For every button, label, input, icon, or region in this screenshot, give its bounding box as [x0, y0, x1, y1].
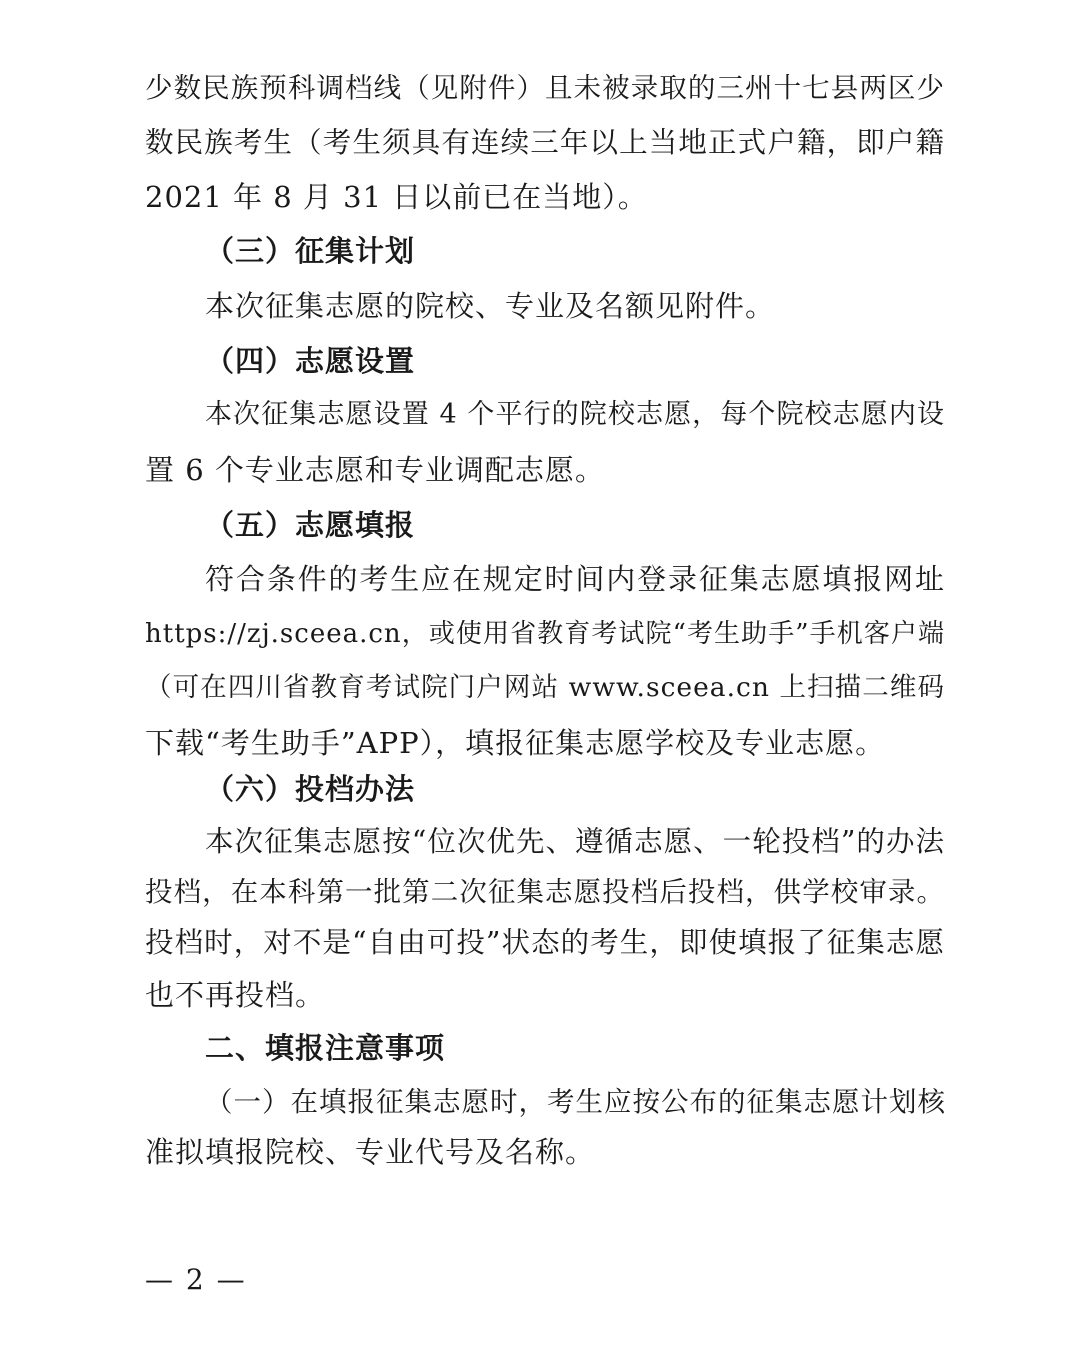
page-number: — 2 —	[145, 1263, 247, 1296]
body-line-url: https://zj.sceea.cn，或使用省教育考试院“考生助手”手机客户端	[145, 619, 945, 649]
section-heading-4: （四）志愿设置	[205, 344, 416, 378]
body-line: 投档，在本科第一批第二次征集志愿投档后投档，供学校审录。	[145, 876, 945, 908]
body-line: 本次征集志愿设置 4 个平行的院校志愿，每个院校志愿内设	[205, 399, 945, 430]
body-line: 置 6 个专业志愿和专业调配志愿。	[145, 453, 605, 487]
body-line: 本次征集志愿的院校、专业及名额见附件。	[205, 289, 776, 323]
body-line: 准拟填报院校、专业代号及名称。	[145, 1135, 596, 1169]
body-line: 数民族考生（考生须具有连续三年以上当地正式户籍，即户籍	[145, 126, 945, 159]
section-heading-3: （三）征集计划	[205, 234, 416, 268]
body-line-url: （可在四川省教育考试院门户网站 www.sceea.cn 上扫描二维码	[145, 672, 945, 703]
body-line: 符合条件的考生应在规定时间内登录征集志愿填报网址	[205, 562, 945, 596]
body-line: 投档时，对不是“自由可投”状态的考生，即使填报了征集志愿	[145, 926, 945, 959]
body-line: （一）在填报征集志愿时，考生应按公布的征集志愿计划核	[205, 1086, 946, 1118]
section-heading-5: （五）志愿填报	[205, 508, 416, 542]
body-line: 2021 年 8 月 31 日以前已在当地）。	[145, 180, 648, 214]
section-heading-6: （六）投档办法	[205, 772, 416, 806]
chapter-heading: 二、填报注意事项	[205, 1031, 446, 1065]
body-line: 本次征集志愿按“位次优先、遵循志愿、一轮投档”的办法	[205, 825, 945, 858]
body-line: 也不再投档。	[145, 978, 326, 1012]
body-line: 下载“考生助手”APP），填报征集志愿学校及专业志愿。	[145, 726, 886, 760]
body-line: 少数民族预科调档线（见附件）且未被录取的三州十七县两区少	[145, 72, 945, 104]
